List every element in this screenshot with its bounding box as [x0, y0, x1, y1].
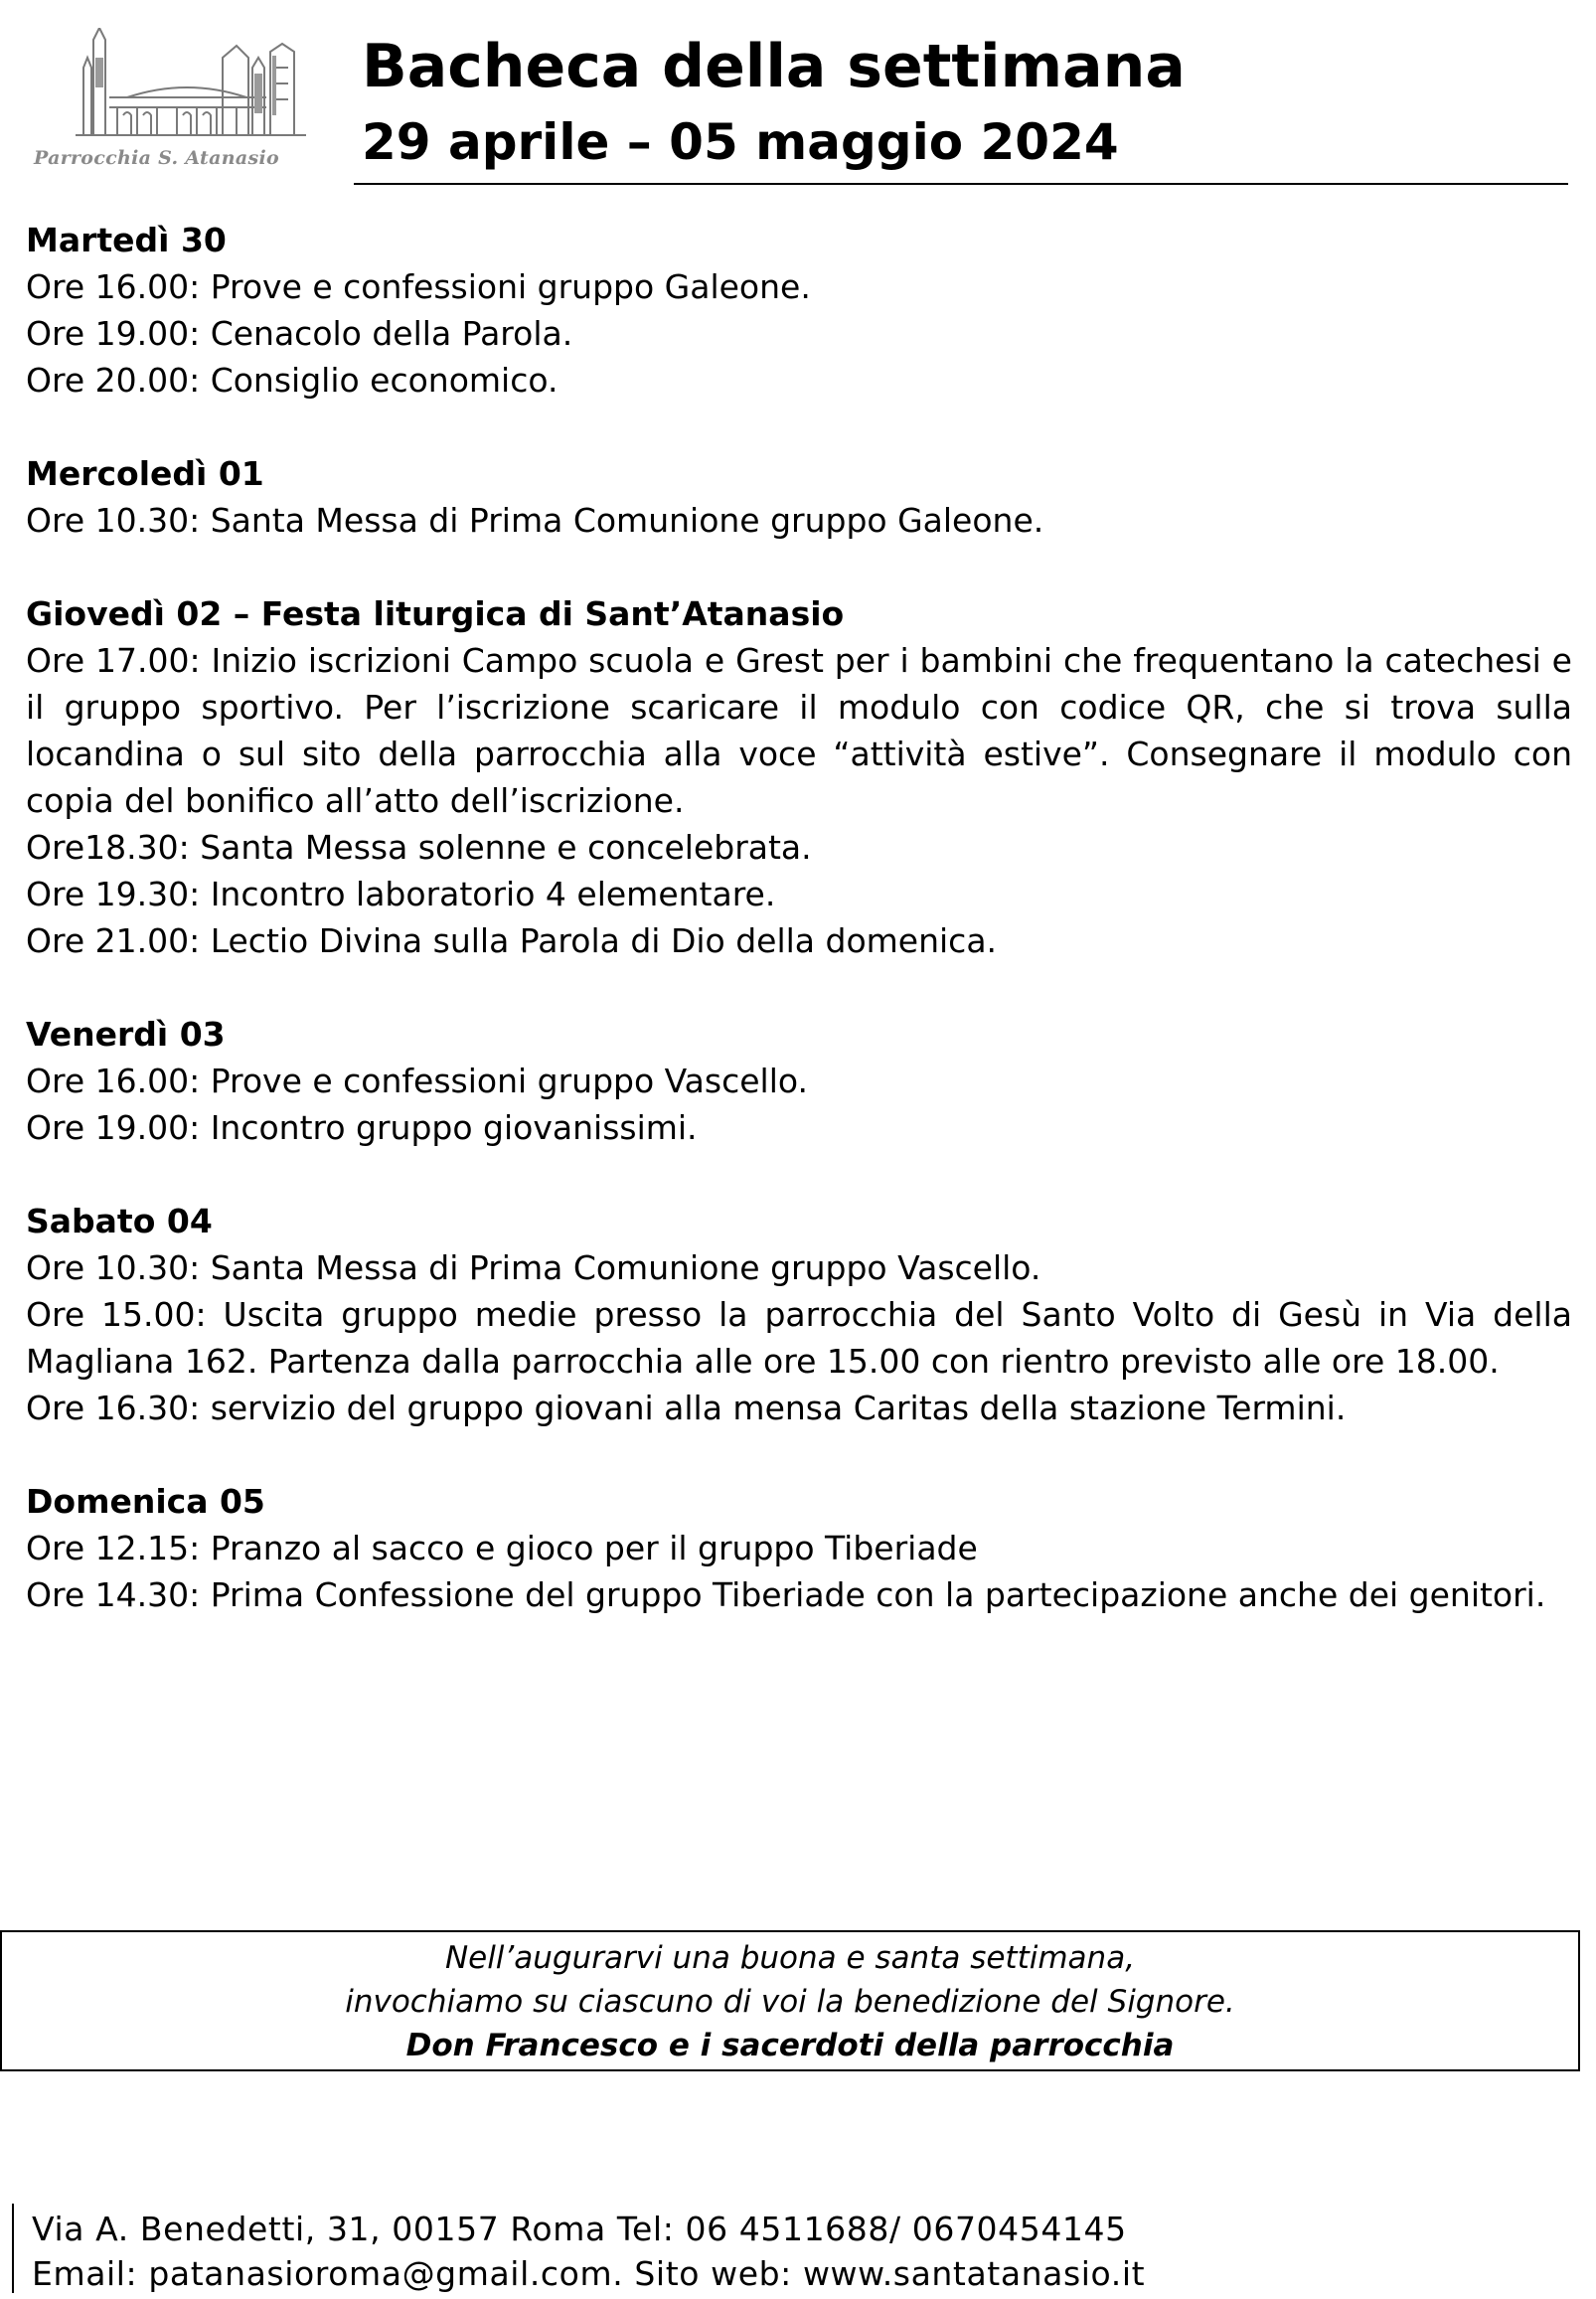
- day-title: Giovedì 02 – Festa liturgica di Sant’Atanasio: [26, 594, 845, 633]
- day-section: [26, 450, 1572, 544]
- date-range: 29 aprile – 05 maggio 2024: [362, 113, 1119, 171]
- schedule-entry: Ore 16.00: Prove e confessioni gruppo Galeone.: [26, 267, 811, 306]
- schedule-entry: Ore 19.30: Incontro laboratorio 4 elementare.: [26, 875, 776, 913]
- closing-message-box: [0, 1930, 1580, 2071]
- header-divider: [354, 183, 1568, 185]
- schedule-entry: Ore 19.00: Cenacolo della Parola.: [26, 314, 573, 353]
- closing-signature: Don Francesco e i sacerdoti della parrocchia: [405, 2028, 1175, 2063]
- schedule-entry: Ore 16.00: Prove e confessioni gruppo Vascello.: [26, 1062, 808, 1100]
- day-section: [26, 217, 1572, 404]
- schedule-entry: Ore 17.00: Inizio iscrizioni Campo scuola e Grest per i bambini che frequentano la catechesi e il gruppo sportivo. Per l’iscrizione scaricare il modulo con codice QR, che si trova sulla locandina o sul sito della parrocchia alla voce “attività estive”. Consegnare il modulo con copia del bonifico all’atto dell’iscrizione.: [26, 641, 1572, 820]
- footer-address: Via A. Benedetti, 31, 00157 Roma Tel: 06 4511688/ 0670454145: [32, 2210, 1127, 2248]
- day-section: [26, 590, 1572, 964]
- day-title: Domenica 05: [26, 1482, 265, 1521]
- footer-divider: [12, 2204, 14, 2293]
- schedule-entry: Ore 10.30: Santa Messa di Prima Comunione gruppo Vascello.: [26, 1248, 1041, 1287]
- logo-caption: Parrocchia S. Atanasio: [34, 147, 279, 169]
- closing-line: Nell’augurarvi una buona e santa settimana,: [444, 1940, 1136, 1976]
- day-title: Venerdì 03: [26, 1015, 226, 1054]
- day-section: [26, 1198, 1572, 1431]
- day-section: [26, 1478, 1572, 1618]
- schedule-entry: Ore 20.00: Consiglio economico.: [26, 361, 559, 400]
- day-title: Sabato 04: [26, 1202, 213, 1240]
- page-title: Bacheca della settimana: [362, 32, 1186, 101]
- schedule-entry: Ore 12.15: Pranzo al sacco e gioco per il gruppo Tiberiade: [26, 1529, 978, 1567]
- schedule-entry: Ore 19.00: Incontro gruppo giovanissimi.: [26, 1108, 698, 1147]
- closing-line: invochiamo su ciascuno di voi la benedizione del Signore.: [345, 1984, 1235, 2020]
- day-title: Martedì 30: [26, 221, 227, 259]
- schedule-entry: Ore 16.30: servizio del gruppo giovani alla mensa Caritas della stazione Termini.: [26, 1389, 1347, 1427]
- weekly-schedule: [26, 217, 1572, 1665]
- day-section: [26, 1011, 1572, 1151]
- schedule-entry: Ore 15.00: Uscita gruppo medie presso la parrocchia del Santo Volto di Gesù in Via della Magliana 162. Partenza dalla parrocchia alle ore 15.00 con rientro previsto alle ore 18.00.: [26, 1295, 1572, 1381]
- footer-contacts: [32, 2207, 1145, 2296]
- parish-logo: [28, 28, 326, 177]
- schedule-entry: Ore 21.00: Lectio Divina sulla Parola di Dio della domenica.: [26, 921, 998, 960]
- footer-email-website: Email: patanasioroma@gmail.com. Sito web: www.santatanasio.it: [32, 2254, 1146, 2293]
- schedule-entry: Ore 14.30: Prima Confessione del gruppo Tiberiade con la partecipazione anche dei genitori.: [26, 1575, 1546, 1614]
- schedule-entry: Ore 10.30: Santa Messa di Prima Comunione gruppo Galeone.: [26, 501, 1044, 540]
- schedule-entry: Ore18.30: Santa Messa solenne e concelebrata.: [26, 828, 812, 867]
- day-title: Mercoledì 01: [26, 454, 264, 493]
- church-drawing-icon: [28, 28, 326, 147]
